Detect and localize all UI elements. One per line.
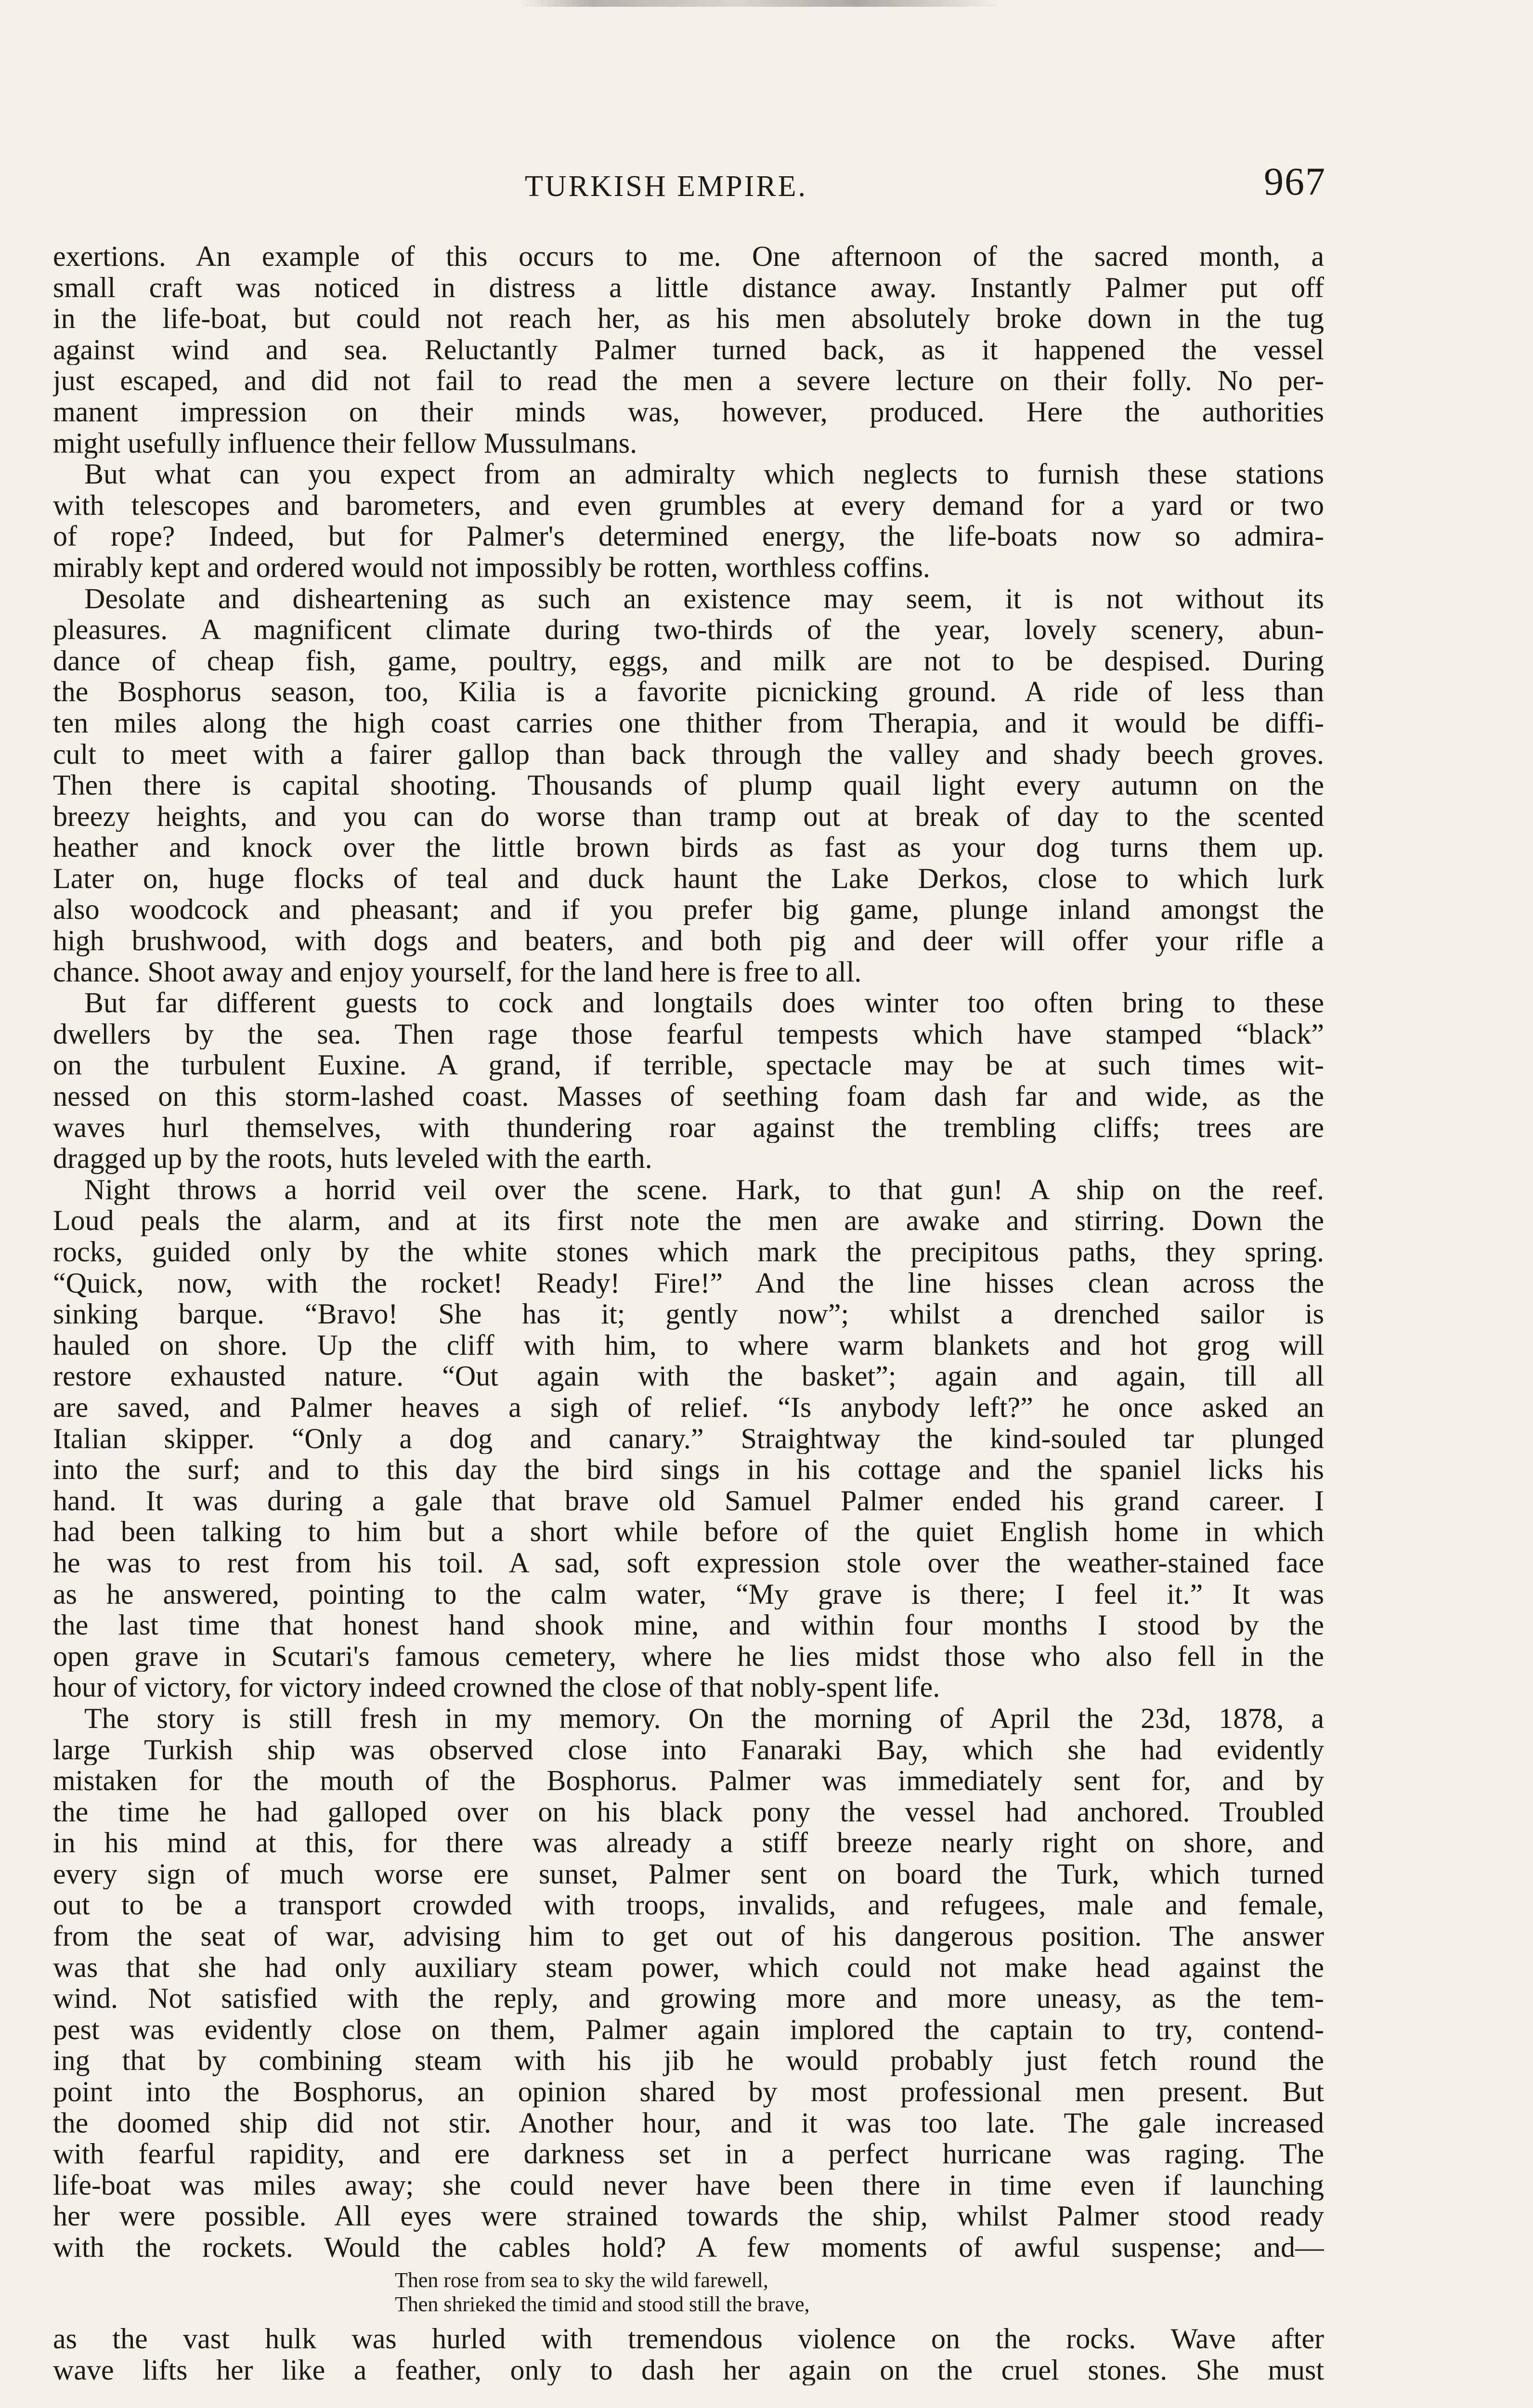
text-line: with the rockets. Would the cables hold? A few moments of awful suspense; and— — [53, 2232, 1324, 2263]
text-line: hour of victory, for victory indeed crowned the close of that nobly-spent life. — [53, 1672, 940, 1703]
text-line: manent impression on their minds was, however, produced. Here the authorities — [53, 396, 1324, 428]
text-line: wind. Not satisfied with the reply, and growing more and more uneasy, as the tem- — [53, 1983, 1324, 2014]
text-line: with telescopes and barometers, and even grumbles at every demand for a yard or two — [53, 489, 1324, 521]
text-line: had been talking to him but a short while before of the quiet English home in which — [53, 1516, 1324, 1547]
text-line: small craft was noticed in distress a little distance away. Instantly Palmer put off — [53, 272, 1324, 303]
text-line: chance. Shoot away and enjoy yourself, for the land here is free to all. — [53, 956, 862, 988]
text-line: Desolate and disheartening as such an existence may seem, it is not without its — [84, 583, 1324, 615]
text-line: pleasures. A magnificent climate during two-thirds of the year, lovely scenery, abun- — [53, 614, 1324, 645]
verse-line: Then rose from sea to sky the wild farewell, — [395, 2268, 768, 2292]
text-line: open grave in Scutari's famous cemetery, where he lies midst those who also fell in the — [53, 1640, 1324, 1672]
text-line: on the turbulent Euxine. A grand, if terrible, spectacle may be at such times wit- — [53, 1049, 1324, 1081]
text-line: exertions. An example of this occurs to me. One afternoon of the sacred month, a — [53, 241, 1324, 272]
text-line: her were possible. All eyes were strained towards the ship, whilst Palmer stood ready — [53, 2200, 1324, 2232]
text-line: mirably kept and ordered would not impossibly be rotten, worthless coffins. — [53, 551, 930, 583]
text-line: in his mind at this, for there was already a stiff breeze nearly right on shore, and — [53, 1827, 1324, 1858]
text-line: large Turkish ship was observed close into Fanaraki Bay, which she had evidently — [53, 1734, 1324, 1766]
text-line: dance of cheap fish, game, poultry, eggs, and milk are not to be despised. During — [53, 645, 1324, 677]
running-head: TURKISH EMPIRE. — [525, 170, 808, 203]
text-line: just escaped, and did not fail to read the men a severe lecture on their folly. No per- — [53, 365, 1324, 396]
text-line: also woodcock and pheasant; and if you prefer big game, plunge inland amongst the — [53, 894, 1324, 926]
text-line: Later on, huge flocks of teal and duck haunt the Lake Derkos, close to which lurk — [53, 863, 1324, 894]
text-line: life-boat was miles away; she could never have been there in time even if launching — [53, 2169, 1324, 2201]
body-text — [53, 241, 1324, 2263]
text-line: are saved, and Palmer heaves a sigh of relief. “Is anybody left?” he once asked an — [53, 1391, 1324, 1423]
scan-smudge — [520, 0, 1001, 7]
text-line: into the surf; and to this day the bird sings in his cottage and the spaniel licks his — [53, 1454, 1324, 1485]
text-line: as he answered, pointing to the calm water, “My grave is there; I feel it.” It was — [53, 1578, 1324, 1610]
text-line: wave lifts her like a feather, only to dash her again on the cruel stones. She must — [53, 2354, 1324, 2386]
text-line: Loud peals the alarm, and at its first note the men are awake and stirring. Down the — [53, 1205, 1324, 1236]
text-line: hand. It was during a gale that brave old Samuel Palmer ended his grand career. I — [53, 1485, 1324, 1517]
text-line: in the life-boat, but could not reach her, as his men absolutely broke down in the tug — [53, 303, 1324, 334]
text-line: restore exhausted nature. “Out again with the basket”; again and again, till all — [53, 1361, 1324, 1392]
text-line: point into the Bosphorus, an opinion shared by most professional men present. But — [53, 2076, 1324, 2107]
text-line: hauled on shore. Up the cliff with him, to where warm blankets and hot grog will — [53, 1329, 1324, 1361]
text-line: high brushwood, with dogs and beaters, and both pig and deer will offer your rifle a — [53, 925, 1324, 956]
text-line: The story is still fresh in my memory. On the morning of April the 23d, 1878, a — [84, 1702, 1324, 1734]
text-line: pest was evidently close on them, Palmer again implored the captain to try, contend- — [53, 2014, 1324, 2045]
text-line: the Bosphorus season, too, Kilia is a favorite picnicking ground. A ride of less than — [53, 676, 1324, 707]
text-line: as the vast hulk was hurled with tremendous violence on the rocks. Wave after — [53, 2323, 1324, 2355]
text-line: waves hurl themselves, with thundering roar against the trembling cliffs; trees are — [53, 1112, 1324, 1143]
text-line: from the seat of war, advising him to get out of his dangerous position. The answer — [53, 1921, 1324, 1952]
text-line: nessed on this storm-lashed coast. Masses of seething foam dash far and wide, as the — [53, 1081, 1324, 1112]
text-line: Then there is capital shooting. Thousands of plump quail light every autumn on the — [53, 770, 1324, 801]
text-line: Night throws a horrid veil over the scene. Hark, to that gun! A ship on the reef. — [84, 1174, 1324, 1205]
text-line: dragged up by the roots, huts leveled with the earth. — [53, 1143, 652, 1174]
text-line: dwellers by the sea. Then rage those fearful tempests which have stamped “black” — [53, 1018, 1324, 1050]
text-line: But far different guests to cock and longtails does winter too often bring to these — [84, 987, 1324, 1019]
text-line: But what can you expect from an admiralty which neglects to furnish these stations — [84, 458, 1324, 490]
text-line: with fearful rapidity, and ere darkness set in a perfect hurricane was raging. The — [53, 2138, 1324, 2170]
text-line: against wind and sea. Reluctantly Palmer turned back, as it happened the vessel — [53, 334, 1324, 366]
text-line: “Quick, now, with the rocket! Ready! Fire!” And the line hisses clean across the — [53, 1267, 1324, 1299]
body-text-continued — [53, 2323, 1324, 2385]
verse-quotation — [395, 2268, 809, 2316]
text-line: was that she had only auxiliary steam power, which could not make head against the — [53, 1951, 1324, 1983]
text-line: ten miles along the high coast carries one thither from Therapia, and it would be diffi- — [53, 707, 1324, 739]
text-line: Italian skipper. “Only a dog and canary.” Straightway the kind-souled tar plunged — [53, 1423, 1324, 1454]
text-line: the time he had galloped over on his black pony the vessel had anchored. Troubled — [53, 1796, 1324, 1828]
text-line: of rope? Indeed, but for Palmer's determined energy, the life-boats now so admira- — [53, 521, 1324, 552]
text-line: mistaken for the mouth of the Bosphorus. Palmer was immediately sent for, and by — [53, 1765, 1324, 1796]
text-line: the last time that honest hand shook mine, and within four months I stood by the — [53, 1610, 1324, 1641]
text-line: heather and knock over the little brown birds as fast as your dog turns them up. — [53, 832, 1324, 863]
text-line: sinking barque. “Bravo! She has it; gently now”; whilst a drenched sailor is — [53, 1298, 1324, 1330]
text-line: might usefully influence their fellow Mussulmans. — [53, 427, 637, 459]
text-line: rocks, guided only by the white stones which mark the precipitous paths, they spring. — [53, 1236, 1324, 1268]
text-line: cult to meet with a fairer gallop than back through the valley and shady beech groves. — [53, 738, 1324, 770]
text-line: every sign of much worse ere sunset, Palmer sent on board the Turk, which turned — [53, 1858, 1324, 1890]
verse-line: Then shrieked the timid and stood still the brave, — [395, 2292, 810, 2316]
text-line: ing that by combining steam with his jib he would probably just fetch round the — [53, 2045, 1324, 2077]
text-line: breezy heights, and you can do worse than tramp out at break of day to the scented — [53, 800, 1324, 832]
text-line: out to be a transport crowded with troops, invalids, and refugees, male and female, — [53, 1889, 1324, 1921]
text-line: he was to rest from his toil. A sad, soft expression stole over the weather-stained face — [53, 1547, 1324, 1579]
page-number: 967 — [1264, 159, 1326, 203]
text-line: the doomed ship did not stir. Another hour, and it was too late. The gale increased — [53, 2107, 1324, 2139]
